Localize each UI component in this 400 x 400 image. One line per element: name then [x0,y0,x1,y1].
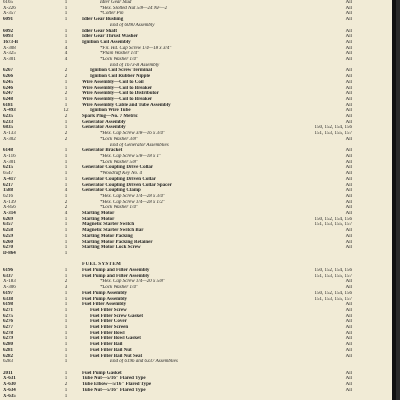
part-quantity: 1 [64,347,68,353]
part-number: X-325 [3,51,16,57]
part-quantity: 1 [64,171,68,177]
part-number: X-856 [3,205,16,211]
part-number: 6260 [3,239,13,245]
part-number: 6338 [3,296,13,302]
part-quantity: 2 [64,91,68,97]
part-description: *Fil. Hd. Cap Screw 1/4—18 x 3/4" [100,45,172,51]
part-number: X-308 [3,45,16,51]
part-quantity: 2 [64,382,68,388]
part-number: 6266 [3,74,13,80]
part-quantity: 1 [64,239,68,245]
part-number: X-357 [3,11,16,17]
part-quantity: 1 [64,313,68,319]
part-description: *Hex. Cap Screw 3/8—16 x 3/4" [100,131,165,137]
part-number: X-183 [3,279,16,285]
part-row [0,394,396,400]
part-description: Starting Motor Packing [82,233,133,239]
part-number: 6215 [3,165,13,171]
part-number: X-314 [3,211,16,217]
part-quantity: 1 [64,353,68,359]
part-models: All [345,387,352,393]
part-description: Generator Bracket [82,148,123,154]
part-quantity: 1 [64,336,68,342]
part-quantity: 1 [64,153,68,159]
part-description: *Hex. Cap Screw 1/4—20 x 5/8" [100,279,165,285]
part-description: Tube Nut—5/16" Flared Type [82,387,146,393]
part-description: Fuel Filter Bail [90,342,123,348]
part-number: X-635 [3,393,16,399]
part-number: 6165 [3,0,13,5]
part-description: Spark Plug—No. 7 Metric [82,114,138,120]
part-number: X-139 [3,199,16,205]
part-models: All [345,302,352,308]
part-description: End of 6090 Assembly [110,22,155,28]
part-description: FUEL SYSTEM [82,262,122,268]
part-number: 1588 [3,188,13,194]
part-models: All [345,148,352,154]
part-number: 6197 [3,290,13,296]
part-quantity: 1 [64,11,68,17]
part-number: 6258 [3,228,13,234]
part-quantity: 1 [64,5,68,11]
part-quantity: 1 [64,102,68,108]
part-description: Fuel Filter Bowl Gasket [90,336,141,342]
part-description: Starting Motor [82,211,115,217]
part-quantity: 1 [64,176,68,182]
part-models: All [345,102,352,108]
part-number: X-631 [3,376,16,382]
part-description: Generator Coupling Driven Collar [82,176,156,182]
part-quantity: 1 [64,376,68,382]
part-quantity: 2 [64,136,68,142]
part-quantity: 1 [64,165,68,171]
part-quantity: 1 [64,268,68,274]
part-quantity: 2 [64,279,68,285]
part-description: Wire Assembly—Coil to Coil [82,79,144,85]
part-quantity: 1 [64,273,68,279]
part-description: Generator Coupling Clamp [82,188,141,194]
part-models: All [345,245,352,251]
part-description: Fuel Pump and Filter Assembly [82,268,150,274]
part-quantity: 1 [64,79,68,85]
part-models: All [345,233,352,239]
part-number: 6271 [3,307,13,313]
part-description: *Hex. Cap Screw 1/4—28 x 3/4" [100,193,165,199]
part-number: X-301 [3,57,16,63]
part-models: All [345,51,352,57]
part-description: Fuel Filter Bail Nut Seat [90,353,143,359]
part-quantity: 4 [64,51,68,57]
part-models: All [345,165,352,171]
part-description: Magnetic Starter Switch Bar [82,228,144,234]
part-models: All [345,176,352,182]
part-description: Ignition Coil Assembly [82,39,131,45]
part-description: *Lock Washer 1/4" [100,285,139,291]
part-quantity: 1 [64,393,68,399]
part-quantity: 1 [64,85,68,91]
part-number: 6357 [3,222,13,228]
part-models: All [345,57,352,63]
part-quantity: 1 [64,222,68,228]
part-quantity: 1 [64,39,68,45]
part-models: All [345,34,352,40]
part-number: D-864 [3,250,16,256]
part-models: All [345,188,352,194]
part-quantity: 2 [64,114,68,120]
part-quantity: 4 [64,45,68,51]
part-description: Wire Assembly Cable and Tube Assembly [82,102,171,108]
part-number: 6091 [3,17,13,23]
part-models: All [345,285,352,291]
part-models: All [345,74,352,80]
part-number: X-493 [3,108,16,114]
part-quantity: 1 [64,228,68,234]
part-quantity: 1 [64,307,68,313]
part-models: All [345,279,352,285]
part-quantity: 1 [64,17,68,23]
part-number: 6281 [3,347,13,353]
part-number: X-417 [3,176,16,182]
part-quantity: 1 [64,119,68,125]
part-description: Ignition Wire Tube [90,108,131,114]
part-description: Ignition Coil Screw Terminal [90,68,152,74]
part-quantity: 1 [64,370,68,376]
part-models: All [345,68,352,74]
part-description: Idler Gear Shaft [82,28,118,34]
part-description: Wire Assembly—Coil to Breaker [82,96,153,102]
part-description: Fuel Pump Assembly [82,296,128,302]
part-models: All [345,114,352,120]
part-models: All [345,171,352,177]
part-description: Wire Assembly—Coil to Breaker [82,85,153,91]
part-number: 6835 [3,125,13,131]
part-description: Generator Assembly [82,119,126,125]
part-quantity: 1 [64,302,68,308]
part-description: Fuel Filter Screw [90,307,127,313]
part-models: All [345,313,352,319]
part-models: All [345,319,352,325]
part-description: Generator Coupling Drive Collar [82,165,154,171]
part-quantity: 2 [64,205,68,211]
part-models: All [345,17,352,23]
part-description: Tube Elbow—5/16" Flared Type [82,382,152,388]
part-number: 6235 [3,114,13,120]
part-description: Fuel Filter Bail Nut [90,347,132,353]
part-description: *Lock Washer 5/8" [100,159,139,165]
part-number: 6547 [3,171,13,177]
part-number: 2011 [3,370,13,376]
part-description: Fuel Pump Gasket [82,370,122,376]
part-models: 151, 153, 155, 157 [314,296,352,302]
book-spine-edge [392,0,396,400]
part-quantity: 1 [64,28,68,34]
part-description: End of Generator Assemblies [110,142,169,148]
part-number: 6259 [3,233,13,239]
part-models: All [345,347,352,353]
part-quantity: 4 [64,188,68,194]
part-description: Fuel Filter Cover [90,319,127,325]
part-quantity: 1 [64,125,68,131]
part-models: All [345,85,352,91]
part-number: 6181 [3,102,13,108]
part-quantity: 1 [64,0,68,5]
part-number: X-226 [3,5,16,11]
part-number: 6278 [3,330,13,336]
part-quantity: 2 [64,74,68,80]
part-models: All [345,45,352,51]
part-description: *Lock Washer 1/4" [100,57,139,63]
part-models: All [345,205,352,211]
part-number: 6276 [3,319,13,325]
part-models: All [345,5,352,11]
part-number: 6198 [3,302,13,308]
part-models: All [345,11,352,17]
part-description: Idler Gear Thrust Washer [82,34,138,40]
part-quantity: 1 [64,193,68,199]
part-models: All [345,330,352,336]
part-number: 6246 [3,85,13,91]
part-models: All [345,96,352,102]
part-number: 1673-B [3,39,18,45]
part-number: X-630 [3,382,16,388]
part-description: Magnetic Starter Switch [82,222,135,228]
part-description: Fuel Filter Screw Gasket [90,313,143,319]
part-models: All [345,108,352,114]
part-models: 151, 153, 155, 157 [314,222,352,228]
part-description: *Plain Washer 1/4" [100,51,140,57]
part-models: 150, 152, 154, 156 [314,216,352,222]
part-description: *Cotter Pin [100,11,124,17]
part-quantity: 1 [64,96,68,102]
part-number: 6093 [3,34,13,40]
part-models: All [345,370,352,376]
part-quantity: 1 [64,182,68,188]
part-models: All [345,211,352,217]
part-models: All [345,376,352,382]
part-models: All [345,28,352,34]
part-models: 150, 152, 154, 156 [314,125,352,131]
part-models: All [345,91,352,97]
part-models: All [345,0,352,5]
part-quantity: 1 [64,387,68,393]
part-quantity: 1 [64,359,68,365]
part-models: All [345,382,352,388]
part-models: All [345,342,352,348]
part-number: 6283 [3,359,13,365]
part-quantity: 1 [64,148,68,154]
part-description: Wire Assembly—Coil to Distributor [82,91,159,97]
part-number: 6245 [3,79,13,85]
part-description: Fuel Filter Assembly [82,302,127,308]
part-description: Starting Motor Packing Retainer [82,239,153,245]
part-quantity: 1 [64,159,68,165]
part-quantity: 2 [64,199,68,205]
part-description: Fuel Filter Screen [90,325,129,331]
part-models: All [345,153,352,159]
part-models: All [345,239,352,245]
part-description: Fuel Filter Bowl [90,330,125,336]
part-quantity: 1 [64,296,68,302]
part-description: *Lock Washer 3/8" [100,136,139,142]
part-quantity: 1 [64,34,68,40]
part-models: All [345,119,352,125]
part-description: *Hex. Cap Screw 5/8—18 x 1" [100,153,162,159]
part-quantity: 2 [64,68,68,74]
part-quantity: 1 [64,325,68,331]
part-models: 151, 153, 155, 157 [314,273,352,279]
part-number: 6247 [3,91,13,97]
part-quantity: 1 [64,290,68,296]
part-number: X-116 [3,153,16,159]
part-models: All [345,193,352,199]
part-quantity: 1 [64,245,68,251]
part-models: 150, 152, 154, 156 [314,268,352,274]
part-number: 6337 [3,273,13,279]
part-number: X-301 [3,159,16,165]
part-description: Fuel Pump and Filter Assembly [82,273,150,279]
part-number: X-133 [3,131,16,137]
part-quantity: 3 [64,285,68,291]
part-number: 6267 [3,68,13,74]
part-description: Idler Gear Stud [100,0,132,5]
part-number: 6280 [3,342,13,348]
part-number: X-302 [3,136,16,142]
part-description: Ignition Coil Rubber Nipple [90,74,151,80]
part-number: X-306 [3,285,16,291]
part-models: All [345,136,352,142]
part-number: 6233 [3,119,13,125]
part-number: 6148 [3,148,13,154]
part-quantity: 4 [64,57,68,63]
part-description: Starting Motor [82,216,115,222]
part-models: All [345,39,352,45]
part-number: 6216 [3,193,13,199]
part-description: Tube Nut—5/16" Flared Type [82,376,146,382]
part-models: All [345,353,352,359]
part-description: *Woodruff Key No. 4 [100,171,143,177]
part-quantity: 1 [64,319,68,325]
part-quantity: 1 [64,250,68,256]
part-quantity: 1 [64,233,68,239]
part-quantity: 1 [64,216,68,222]
part-description: End of 6196 and 6337 Assemblies [110,359,178,365]
part-description: Generator Assembly [82,125,126,131]
part-description: *Hex. Cap Screw 1/4—28 x 1/2" [100,199,165,205]
part-number: 6217 [3,182,13,188]
part-number: 6275 [3,313,13,319]
part-models: 150, 152, 154, 156 [314,290,352,296]
part-description: *Lock Washer 1/4" [100,205,139,211]
part-number: 6279 [3,336,13,342]
part-description: Idler Gear Bushing [82,17,124,23]
part-quantity: 4 [64,211,68,217]
part-quantity: 12 [63,108,69,114]
part-models: All [345,307,352,313]
part-description: Starting Motor Lock Screw [82,245,141,251]
part-number: 6092 [3,28,13,34]
part-models: All [345,79,352,85]
part-models: All [345,325,352,331]
part-quantity: 1 [64,342,68,348]
part-models: All [345,336,352,342]
part-quantity: 1 [64,330,68,336]
part-number: 6248 [3,96,13,102]
part-number: X-634 [3,387,16,393]
part-number: 6270 [3,245,13,251]
part-models: 151, 153, 155, 157 [314,131,352,137]
part-description: End of 1673-B Assembly [110,62,160,68]
part-models: All [345,199,352,205]
part-number: 6269 [3,216,13,222]
part-models: All [345,159,352,165]
part-description: *Hex. Slotted Nut 5/8—24 NF—2 [100,5,168,11]
part-number: 6282 [3,353,13,359]
part-number: 6277 [3,325,13,331]
part-models: All [345,228,352,234]
part-description: Generator Coupling Driven Collar Spacer [82,182,172,188]
part-number: 6196 [3,268,13,274]
part-description: Fuel Pump Assembly [82,290,128,296]
part-quantity: 2 [64,131,68,137]
part-models: All [345,182,352,188]
